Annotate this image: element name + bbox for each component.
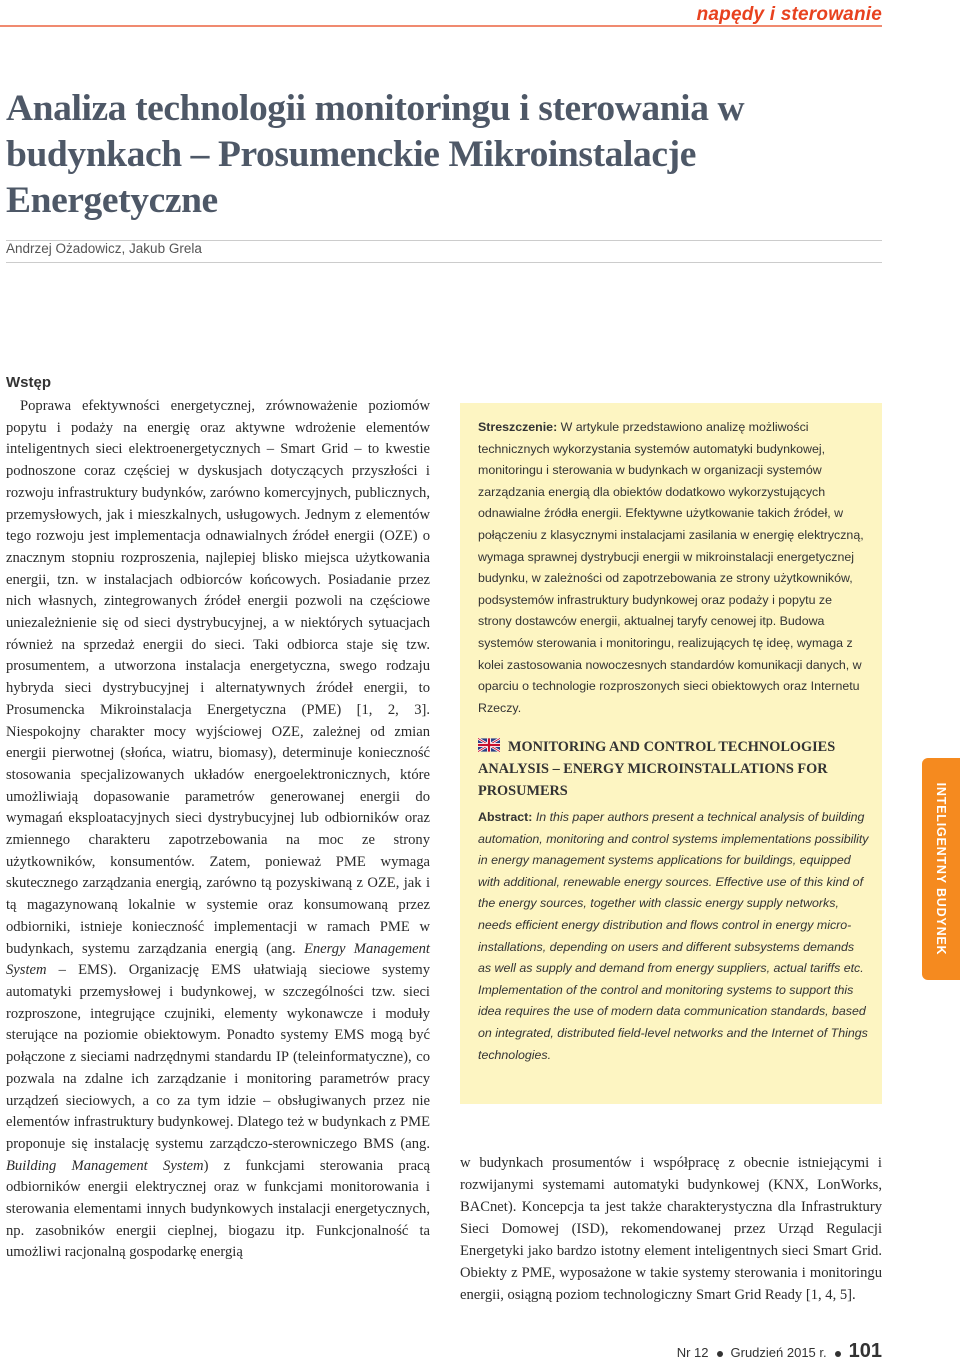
left-column-body bbox=[6, 396, 430, 1264]
abstract-polish-label: Streszczenie: bbox=[478, 420, 558, 434]
body-text-2: – EMS). Organizację EMS ułatwiają sieciowe systemy automatyki przemysłowej i budynkowej, w szczególności tzw. sieci rozproszone, integrujące czujniki, elementy wykonawcze i moduły sterujące na poziomie obiektowym. Ponadto systemy EMS mogą być połączone z sieciami nadrzędnymi standardu IP (teleinformatyczne), co pozwala na zdalne ich zarządzanie i monitoring parametrów pracy urządzeń sieciowych, a co za tym idzie – obsługiwanych przez nie elementów infrastruktury budynkowej. Dlatego też w budynkach z PME proponuje się instalację systemu zarządczo-sterowniczego BMS (ang. bbox=[6, 962, 430, 1152]
abstract-box bbox=[460, 403, 882, 1104]
page-number: 101 bbox=[848, 1340, 882, 1362]
side-category-tab bbox=[922, 758, 960, 980]
section-rule bbox=[0, 25, 882, 27]
abstract-polish bbox=[478, 417, 866, 719]
abstract-english bbox=[478, 807, 870, 1066]
right-column-body: w budynkach prosumentów i współpracę z obecnie istniejącymi i rozwijanymi systemami automatyki budynkowej (KNX, LonWorks, BACnet). Koncepcja ta jest także charakterystyczna dla Infrastruktury Sieci Domowej (ISD), rekomendowanej przez Urząd Regulacji Energetyki jako bardzo istotny element inteligentnych sieci Smart Grid. Obiekty z PME, wyposażone w takie systemy sterowania i monitoringu energii, osiągną poziom technologiczny Smart Grid Ready [1, 4, 5]. bbox=[460, 1155, 882, 1303]
section-label: napędy i sterowanie bbox=[696, 4, 882, 25]
abstract-english-text: In this paper authors present a technical analysis of building automation, monitoring and control systems implementations possibility in energy management systems applications for buildings, equipped with additional, renewable energy sources. Effective use of this kind of the energy sources, together with classic energy supply networks, needs efficient energy distribution and flows control in energy micro-installations, depending on users and different subsystems demands as well as supply and demand from energy suppliers, actual tariffs etc. Implementation of the control and monitoring systems to support this idea requires the use of modern data communication standards, based on integrated, distributed field-level networks and the Internet of Things technologies. bbox=[478, 810, 869, 1062]
body-italic-bms: Building Management System bbox=[6, 1157, 204, 1174]
uk-flag-icon bbox=[478, 738, 500, 752]
section-heading-intro: Wstęp bbox=[6, 374, 51, 391]
abstract-polish-text: W artykule przedstawiono analizę możliwości technicznych wykorzystania systemów automatyki budynkowej, monitoringu i sterowania w budynkach w organizacji systemów zarządzania energią dla obiektów dodatkowo wykorzystujących odnawialne źródła energii. Efektywne użytkowanie takich źródeł, w połączeniu z klasycznymi instalacjami zasilania w energię elektryczną, wymaga sprawnej dystrybucji energii w mikroinstalacji energetycznej budynku, w zależności od zapotrzebowania ze strony użytkowników, podsystemów infrastruktury budynkowej oraz podaży i popytu ze strony dostawców energii, aktualnej taryfy cenowej itp. Budowa systemów sterowania i monitoringu, realizujących tę ideę, wymaga z kolei zastosowania nowoczesnych standardów komunikacji danych, w oparciu o technologie rozproszonych sieci obiektowych oraz Internetu Rzeczy. bbox=[478, 420, 864, 715]
footer-date: Grudzień 2015 r. bbox=[730, 1345, 827, 1360]
authors-bottom-rule bbox=[6, 262, 882, 263]
body-text-1: Poprawa efektywności energetycznej, zrównoważenie poziomów popytu i podaży na energię oraz aktywne wdrożenie elementów inteligentnych sieci elektroenergetycznych – Smart Grid – to kwestie podnoszone coraz częściej w dyskusjach dotyczących przyszłości i rozwoju infrastruktury budynków, zarówno komercyjnych, publicznych, przemysłowych, jak i mieszkalnych, usługowych. Jednym z elementów tego rozwoju jest implementacja odnawialnych źródeł energii (OZE) o znacznym stopniu rozproszenia, najlepiej blisko miejsca użytkowania energii, tzn. w instalacjach odbiorców końcowych. Posiadanie przez nich własnych, zintegrowanych źródeł energii pozwoli na częściowe uniezależnienie się od sieci dystrybucyjnej, a w niektórych sytuacjach również na sprzedaż energii do sieci. Taki odbiorca staje się tzw. prosumentem, a utworzona instalacja energetyczna, swego rodzaju hybryda sieci dystrybucyjnej i alternatywnych źródeł energii, to Prosumencka Mikroinstalacja Energetyczna (PME) [1, 2, 3]. Niespokojny charakter mocy wyjściowej OZE, zależnej od zmian energii pierwotnej (słońca, wiatru, biomasy), determinuje konieczność stosowania specjalizowanych układów energoelektronicznych, które umożliwiają dopasowanie parametrów generowanej energii do wymagań eksploatacyjnych sieci dystrybucyjnej lub odbiorników oraz zmiennego charakteru zapotrzebowania na moc ze strony użytkowników, konsumentów. Zatem, ponieważ PME wymaga skutecznego zarządzania energią, zarówno tą pozyskiwaną z OZE, jak i tą magazynowaną lokalnie w systemie oraz konsumowaną przez odbiorniki, istnieje konieczność implementacji w ramach PME w budynkach, systemu zarządzania energią (ang. bbox=[6, 398, 430, 957]
article-authors: Andrzej Ożadowicz, Jakub Grela bbox=[6, 241, 202, 256]
side-category-label: INTELIGENTNY BUDYNEK bbox=[934, 782, 948, 956]
english-title bbox=[478, 736, 870, 802]
body-italic-ems: Energy Management System bbox=[6, 940, 430, 979]
footer-dot-icon bbox=[717, 1351, 723, 1357]
body-text-3: ) z funkcjami sterowania pracą odbiorników energii elektrycznej oraz w funkcjami monitorowania i sterowania elementami innych budynkowych instalacji energetycznych, np. zasobników energii cieplnej, biogazu itp. Funkcjonalność ta umożliwi racjonalną gospodarkę energią bbox=[6, 1157, 431, 1261]
article-title: Analiza technologii monitoringu i sterowania w budynkach – Prosumenckie Mikroinstalacje Energetyczne bbox=[6, 88, 745, 221]
footer-issue: Nr 12 bbox=[676, 1345, 709, 1360]
footer-dot-icon bbox=[835, 1351, 841, 1357]
abstract-english-label: Abstract: bbox=[478, 810, 533, 824]
english-title-text: MONITORING AND CONTROL TECHNOLOGIES ANALYSIS – ENERGY MICROINSTALLATIONS FOR PROSUMERS bbox=[478, 739, 836, 799]
page-footer bbox=[677, 1340, 882, 1363]
